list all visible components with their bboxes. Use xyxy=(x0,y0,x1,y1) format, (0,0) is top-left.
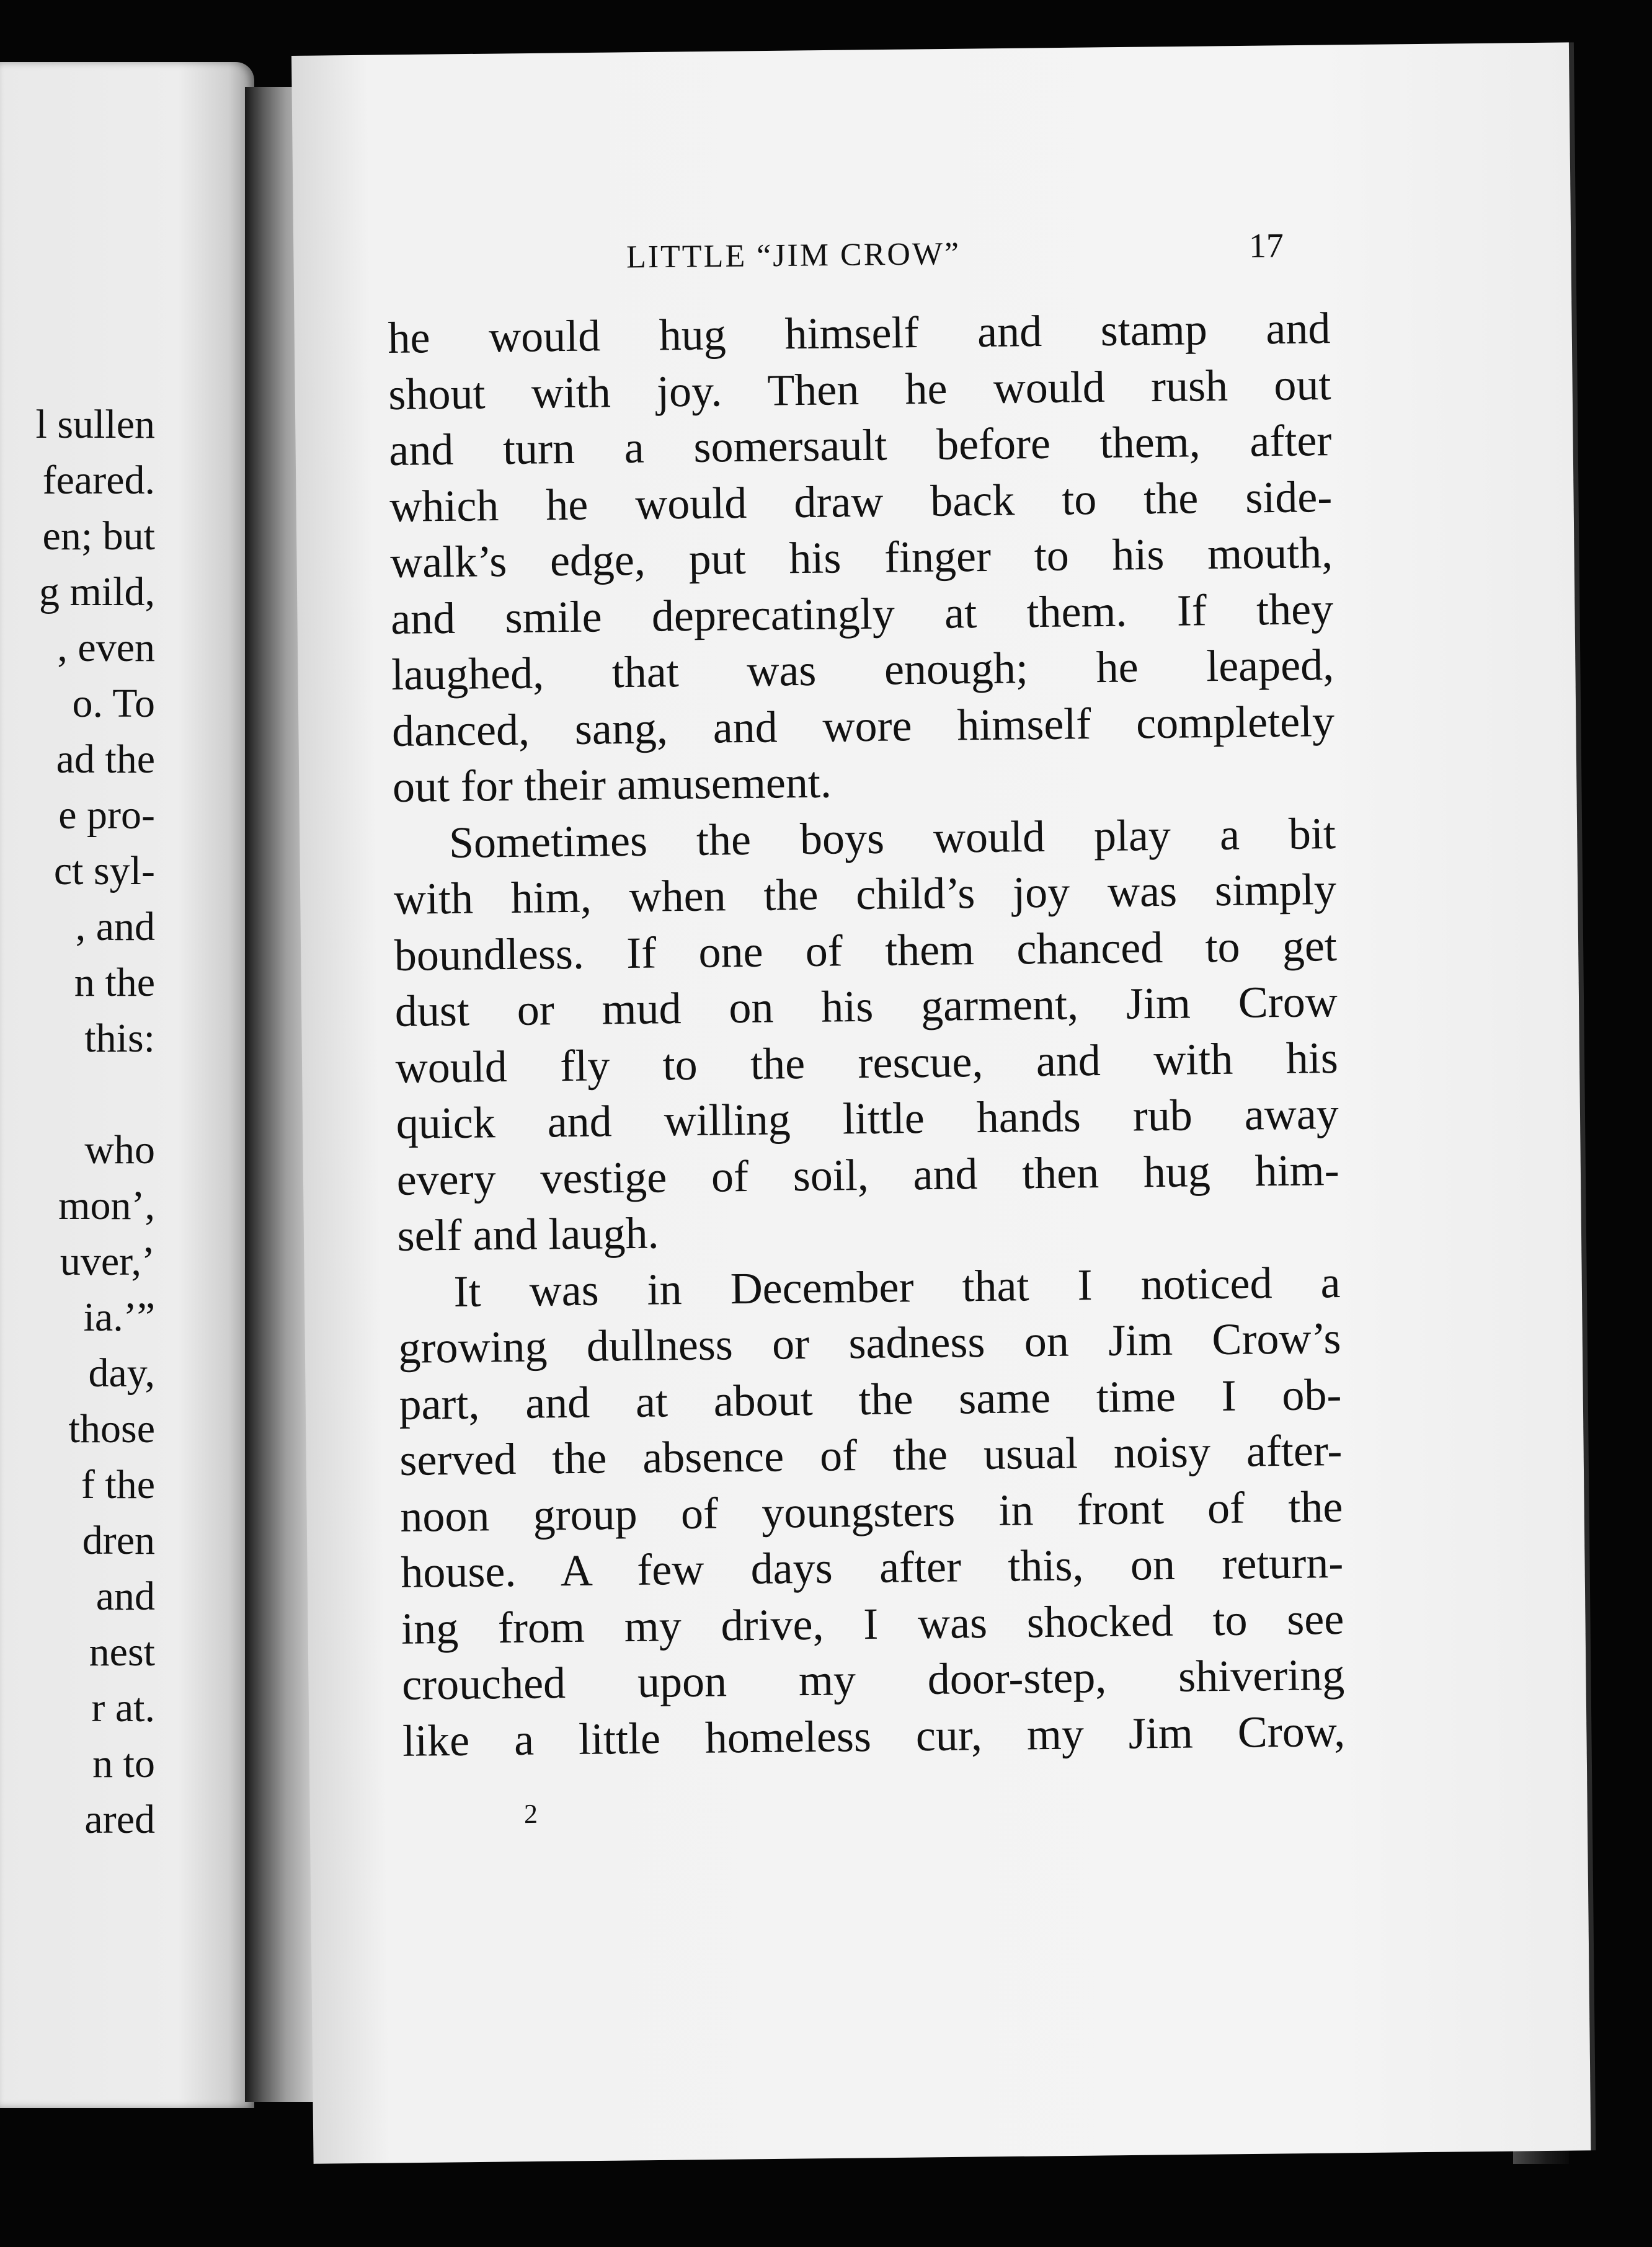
text-line: would fly to the rescue, and with his xyxy=(395,1032,1339,1092)
text-line: quick and willing little hands rub away xyxy=(396,1089,1339,1148)
left-page-line: en; but xyxy=(42,513,155,559)
left-page-line: day, xyxy=(88,1350,155,1396)
text-line: dust or mud on his garment, Jim Crow xyxy=(394,977,1338,1036)
left-page-line: r at. xyxy=(91,1685,155,1731)
text-line: part, and at about the same time I ob- xyxy=(399,1369,1342,1429)
text-line: self and laugh. xyxy=(397,1208,659,1261)
left-page-line: and xyxy=(95,1574,155,1619)
running-title: LITTLE “JIM CROW” xyxy=(626,236,961,275)
paragraph xyxy=(388,300,1335,815)
text-line: ing from my drive, I was shocked to see xyxy=(401,1593,1344,1654)
left-page-line: ct syl- xyxy=(53,848,155,893)
text-line: served the absence of the usual noisy after- xyxy=(399,1425,1343,1485)
left-page-line: those xyxy=(68,1406,155,1451)
left-page-text-column xyxy=(0,397,155,1848)
text-line: Sometimes the boys would play a bit xyxy=(448,808,1336,867)
text-line: which he would draw back to the side- xyxy=(389,471,1333,531)
left-page-line: nest xyxy=(89,1629,155,1675)
left-page-line: ad the xyxy=(56,737,155,782)
left-page-line: this: xyxy=(84,1016,155,1061)
text-line: and turn a somersault before them, after xyxy=(388,415,1332,475)
text-line: danced, sang, and wore himself completely xyxy=(391,696,1335,756)
text-line: out for their amusement. xyxy=(392,757,832,812)
text-line: laughed, that was enough; he leaped, xyxy=(391,640,1334,699)
text-line: every vestige of soil, and then hug him- xyxy=(396,1145,1340,1205)
text-line: noon group of youngsters in front of the xyxy=(399,1481,1343,1541)
left-page-line: n to xyxy=(92,1741,155,1786)
text-line: he would hug himself and stamp and xyxy=(388,303,1331,363)
left-page-line xyxy=(0,1066,155,1122)
paragraph xyxy=(397,1254,1345,1768)
text-line: It was in December that I noticed a xyxy=(453,1257,1341,1316)
text-line: like a little homeless cur, my Jim Crow, xyxy=(402,1706,1346,1766)
left-page-line: uver,’ xyxy=(60,1239,155,1284)
left-page-line: feared. xyxy=(42,458,155,503)
text-line: growing dullness or sadness on Jim Crow’s xyxy=(398,1313,1341,1373)
body-text xyxy=(388,300,1346,1769)
left-page-line: , and xyxy=(75,904,155,949)
left-page-line: l sullen xyxy=(35,402,155,447)
signature-mark: 2 xyxy=(523,1798,538,1830)
text-line: house. A few days after this, on return- xyxy=(400,1537,1344,1597)
left-page-line: dren xyxy=(82,1518,155,1563)
page-header xyxy=(626,226,1284,275)
left-page-line: , even xyxy=(57,625,155,670)
text-line: shout with joy. Then he would rush out xyxy=(388,359,1331,419)
text-line: crouched upon my door-step, shivering xyxy=(401,1649,1345,1709)
left-page-line: ia.’” xyxy=(83,1295,155,1340)
paragraph xyxy=(393,805,1340,1264)
text-line: walk’s edge, put his finger to his mouth, xyxy=(389,528,1333,587)
left-page-line: e pro- xyxy=(58,792,155,838)
left-page-line: g mild, xyxy=(38,569,155,614)
left-page xyxy=(0,62,254,2108)
left-page-line: o. To xyxy=(72,681,155,726)
text-line: and smile deprecatingly at them. If they xyxy=(390,583,1334,644)
left-page-line: n the xyxy=(74,960,155,1005)
left-page-line: f the xyxy=(81,1462,155,1507)
left-page-line: who xyxy=(84,1127,155,1172)
left-page-line: mon’, xyxy=(58,1183,155,1228)
left-page-line: ared xyxy=(84,1797,155,1842)
text-line: with him, when the child’s joy was simply xyxy=(393,864,1337,924)
page-number: 17 xyxy=(1248,226,1284,266)
text-line: boundless. If one of them chanced to get xyxy=(394,920,1338,980)
